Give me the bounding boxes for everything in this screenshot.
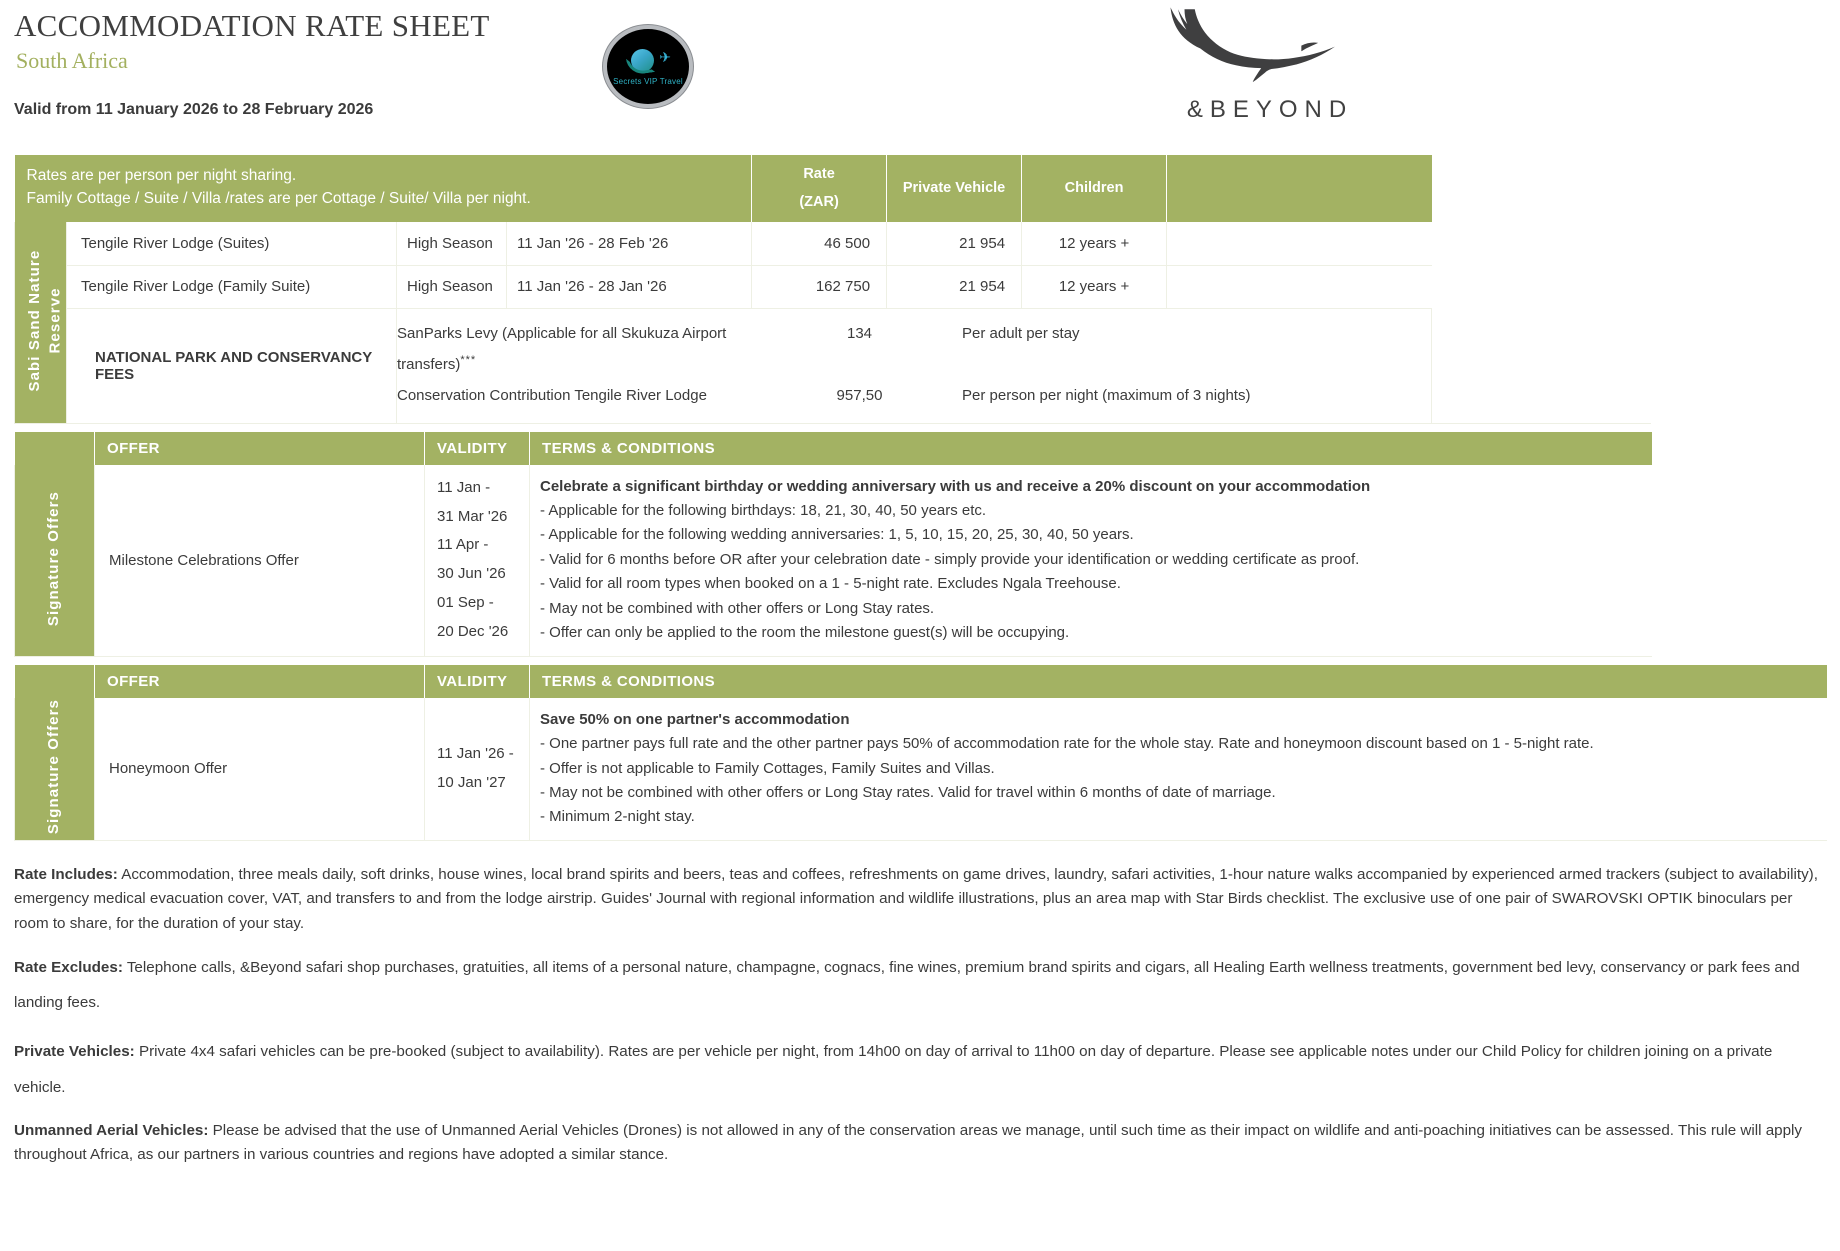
fee-item	[397, 319, 1431, 380]
offers-side-label	[15, 698, 95, 841]
terms-line: - Valid for 6 months before OR after your celebration date - simply provide your identification or wedding certificate as proof.	[540, 550, 1360, 568]
rate-sheet-tables	[14, 155, 1826, 841]
fee-superscript: ***	[460, 353, 477, 366]
date-range: 11 Jan '26 - 28 Jan '26	[507, 265, 752, 308]
column-header-rate	[752, 155, 887, 222]
offer-name: Honeymoon Offer	[95, 698, 425, 841]
column-header-rate-currency: (ZAR)	[799, 193, 839, 210]
offers-table-honeymoon	[14, 665, 1827, 841]
terms-line: - Offer is not applicable to Family Cottages, Family Suites and Villas.	[540, 759, 995, 777]
validity-line: 11 Apr -	[437, 536, 489, 554]
andbeyond-logo	[1155, 2, 1385, 124]
private-vehicle-value: 21 954	[887, 265, 1022, 308]
note-rate-includes	[14, 863, 1826, 937]
offers-header-terms: TERMS & CONDITIONS	[530, 432, 1652, 465]
offer-row	[15, 698, 1827, 841]
note-text: Private 4x4 safari vehicles can be pre-booked (subject to availability). Rates are per vehicle per night, from 14h00 on day of arrival to 11h00 on day of departure. Please see applicable notes under our Child Policy for children joining on a private vehicle.	[14, 1043, 1773, 1096]
season: High Season	[397, 265, 507, 308]
page-title: ACCOMMODATION RATE SHEET	[14, 8, 490, 43]
fee-item	[397, 380, 1431, 411]
region-side-label-text: Sabi Sand Nature Reserve	[26, 249, 64, 392]
rate-value: 46 500	[752, 222, 887, 265]
terms-line: - Applicable for the following birthdays: 18, 21, 30, 40, 50 years etc.	[540, 502, 987, 520]
rates-banner	[15, 155, 752, 222]
row-spacer	[1167, 265, 1432, 308]
private-vehicle-value: 21 954	[887, 222, 1022, 265]
table-row	[15, 265, 1652, 308]
offer-terms	[530, 698, 1827, 841]
offer-name: Milestone Celebrations Offer	[95, 465, 425, 657]
terms-line: - Valid for all room types when booked on a 1 - 5-night rate. Excludes Ngala Treehouse.	[540, 575, 1121, 593]
flying-bird-icon	[1163, 2, 1378, 94]
fee-amount: 957,50	[836, 386, 883, 404]
agency-badge-label: Secrets VIP Travel	[613, 76, 683, 86]
rates-banner-line2: Family Cottage / Suite / Villa /rates are per Cottage / Suite/ Villa per night.	[26, 189, 531, 207]
offers-header-spacer	[15, 432, 95, 465]
terms-line: - One partner pays full rate and the other partner pays 50% of accommodation rate for the whole stay. Rate and honeymoon discount based on 1 - 5-night rate.	[540, 735, 1594, 753]
season: High Season	[397, 222, 507, 265]
globe-plane-icon: ✈	[627, 48, 669, 74]
validity-period: Valid from 11 January 2026 to 28 February 2026	[14, 101, 374, 118]
rate-table-header-row	[15, 155, 1652, 222]
note-label: Rate Includes:	[14, 865, 118, 883]
terms-lead: Celebrate a significant birthday or wedding anniversary with us and receive a 20% discount on your accommodation	[540, 477, 1371, 495]
note-label: Unmanned Aerial Vehicles:	[14, 1121, 209, 1139]
terms-line: - May not be combined with other offers or Long Stay rates. Valid for travel within 6 months of date of marriage.	[540, 783, 1276, 801]
terms-lead: Save 50% on one partner's accommodation	[540, 710, 850, 728]
note-text: Telephone calls, &Beyond safari shop purchases, gratuities, all items of a personal nature, champagne, cognacs, fine wines, premium brand spirits and cigars, all Healing Earth wellness treatments, government bed levy, conservancy or park fees and landing fees.	[14, 958, 1800, 1012]
terms-line: - May not be combined with other offers or Long Stay rates.	[540, 599, 935, 617]
column-header-private-vehicle: Private Vehicle	[887, 155, 1022, 222]
page-subtitle: South Africa	[16, 48, 128, 73]
rate-table	[14, 155, 1651, 424]
offer-terms	[530, 465, 1652, 657]
note-unmanned-aerial-vehicles	[14, 1119, 1826, 1168]
offers-header-row	[15, 432, 1652, 465]
offers-side-label-text: Signature Offers	[45, 490, 63, 626]
lodge-name: Tengile River Lodge (Suites)	[67, 222, 397, 265]
offers-header-offer: OFFER	[95, 665, 425, 698]
offer-validity	[425, 465, 530, 657]
row-spacer	[1432, 308, 1651, 423]
offers-header-spacer	[15, 665, 95, 698]
note-label: Rate Excludes:	[14, 958, 123, 976]
offers-header-row	[15, 665, 1827, 698]
park-fees-title: NATIONAL PARK AND CONSERVANCY FEES	[67, 308, 397, 423]
column-header-empty	[1167, 155, 1432, 222]
note-text: Accommodation, three meals daily, soft drinks, house wines, local brand spirits and beers, teas and coffees, refreshments on game drives, laundry, safari activities, 1-hour nature walks accompanied by experienced armed trackers (subject to availability), emergency medical evacuation cover, VAT, and transfers to and from the lodge airstrip. Guides' Journal with regional information and wildlife illustrations, plus an area map with Star Birds checklist. The exclusive use of one pair of SWAROVSKI OPTIK binoculars per room to share, for the duration of your stay.	[14, 865, 1818, 933]
validity-line: 11 Jan '26 -	[437, 744, 514, 762]
children-value: 12 years +	[1022, 265, 1167, 308]
offer-validity	[425, 698, 530, 841]
fee-description: Conservation Contribution Tengile River Lodge	[397, 386, 707, 404]
footer-notes	[14, 863, 1826, 1168]
fee-note: Per adult per stay	[962, 324, 1080, 342]
note-text: Please be advised that the use of Unmanned Aerial Vehicles (Drones) is not allowed in any of the conservation areas we manage, until such time as their impact on wildlife and anti-poaching initiatives can be assessed. This rule will apply throughout Africa, as our partners in various countries and regions have adopted a similar stance.	[14, 1121, 1803, 1164]
park-fees-list	[397, 308, 1432, 423]
column-header-rate-label: Rate	[803, 166, 835, 182]
table-row	[15, 222, 1652, 265]
offers-side-label	[15, 465, 95, 657]
offers-header-validity: VALIDITY	[425, 432, 530, 465]
column-header-children: Children	[1022, 155, 1167, 222]
offers-header-offer: OFFER	[95, 432, 425, 465]
agency-badge-logo	[603, 25, 693, 108]
validity-line: 10 Jan '27	[437, 773, 506, 791]
terms-line: - Applicable for the following wedding anniversaries: 1, 5, 10, 15, 20, 25, 30, 40, 50 years.	[540, 526, 1134, 544]
terms-line: - Minimum 2-night stay.	[540, 808, 695, 826]
validity-line: 31 Mar '26	[437, 507, 508, 525]
brand-wordmark: &BEYOND	[1186, 96, 1354, 123]
offers-header-validity: VALIDITY	[425, 665, 530, 698]
rates-banner-line1: Rates are per person per night sharing.	[26, 167, 297, 185]
rate-value: 162 750	[752, 265, 887, 308]
note-label: Private Vehicles:	[14, 1043, 135, 1061]
document-header	[0, 0, 1840, 155]
park-fees-row	[15, 308, 1652, 423]
fee-description: SanParks Levy (Applicable for all Skukuza Airport transfers)***	[397, 324, 727, 373]
row-spacer	[1167, 222, 1432, 265]
terms-line: - Offer can only be applied to the room the milestone guest(s) will be occupying.	[540, 624, 1070, 642]
note-private-vehicles	[14, 1034, 1826, 1105]
offers-side-label-text: Signature Offers	[45, 699, 63, 835]
date-range: 11 Jan '26 - 28 Feb '26	[507, 222, 752, 265]
note-rate-excludes	[14, 950, 1826, 1021]
validity-line: 20 Dec '26	[437, 622, 509, 640]
offer-row	[15, 465, 1652, 657]
validity-line: 30 Jun '26	[437, 565, 506, 583]
validity-line: 01 Sep -	[437, 593, 494, 611]
offers-header-terms: TERMS & CONDITIONS	[530, 665, 1827, 698]
fee-note: Per person per night (maximum of 3 nights)	[962, 386, 1251, 404]
fee-amount: 134	[846, 324, 873, 342]
validity-line: 11 Jan -	[437, 478, 491, 496]
children-value: 12 years +	[1022, 222, 1167, 265]
region-side-label	[15, 222, 67, 423]
offers-table-milestone	[14, 432, 1652, 657]
lodge-name: Tengile River Lodge (Family Suite)	[67, 265, 397, 308]
